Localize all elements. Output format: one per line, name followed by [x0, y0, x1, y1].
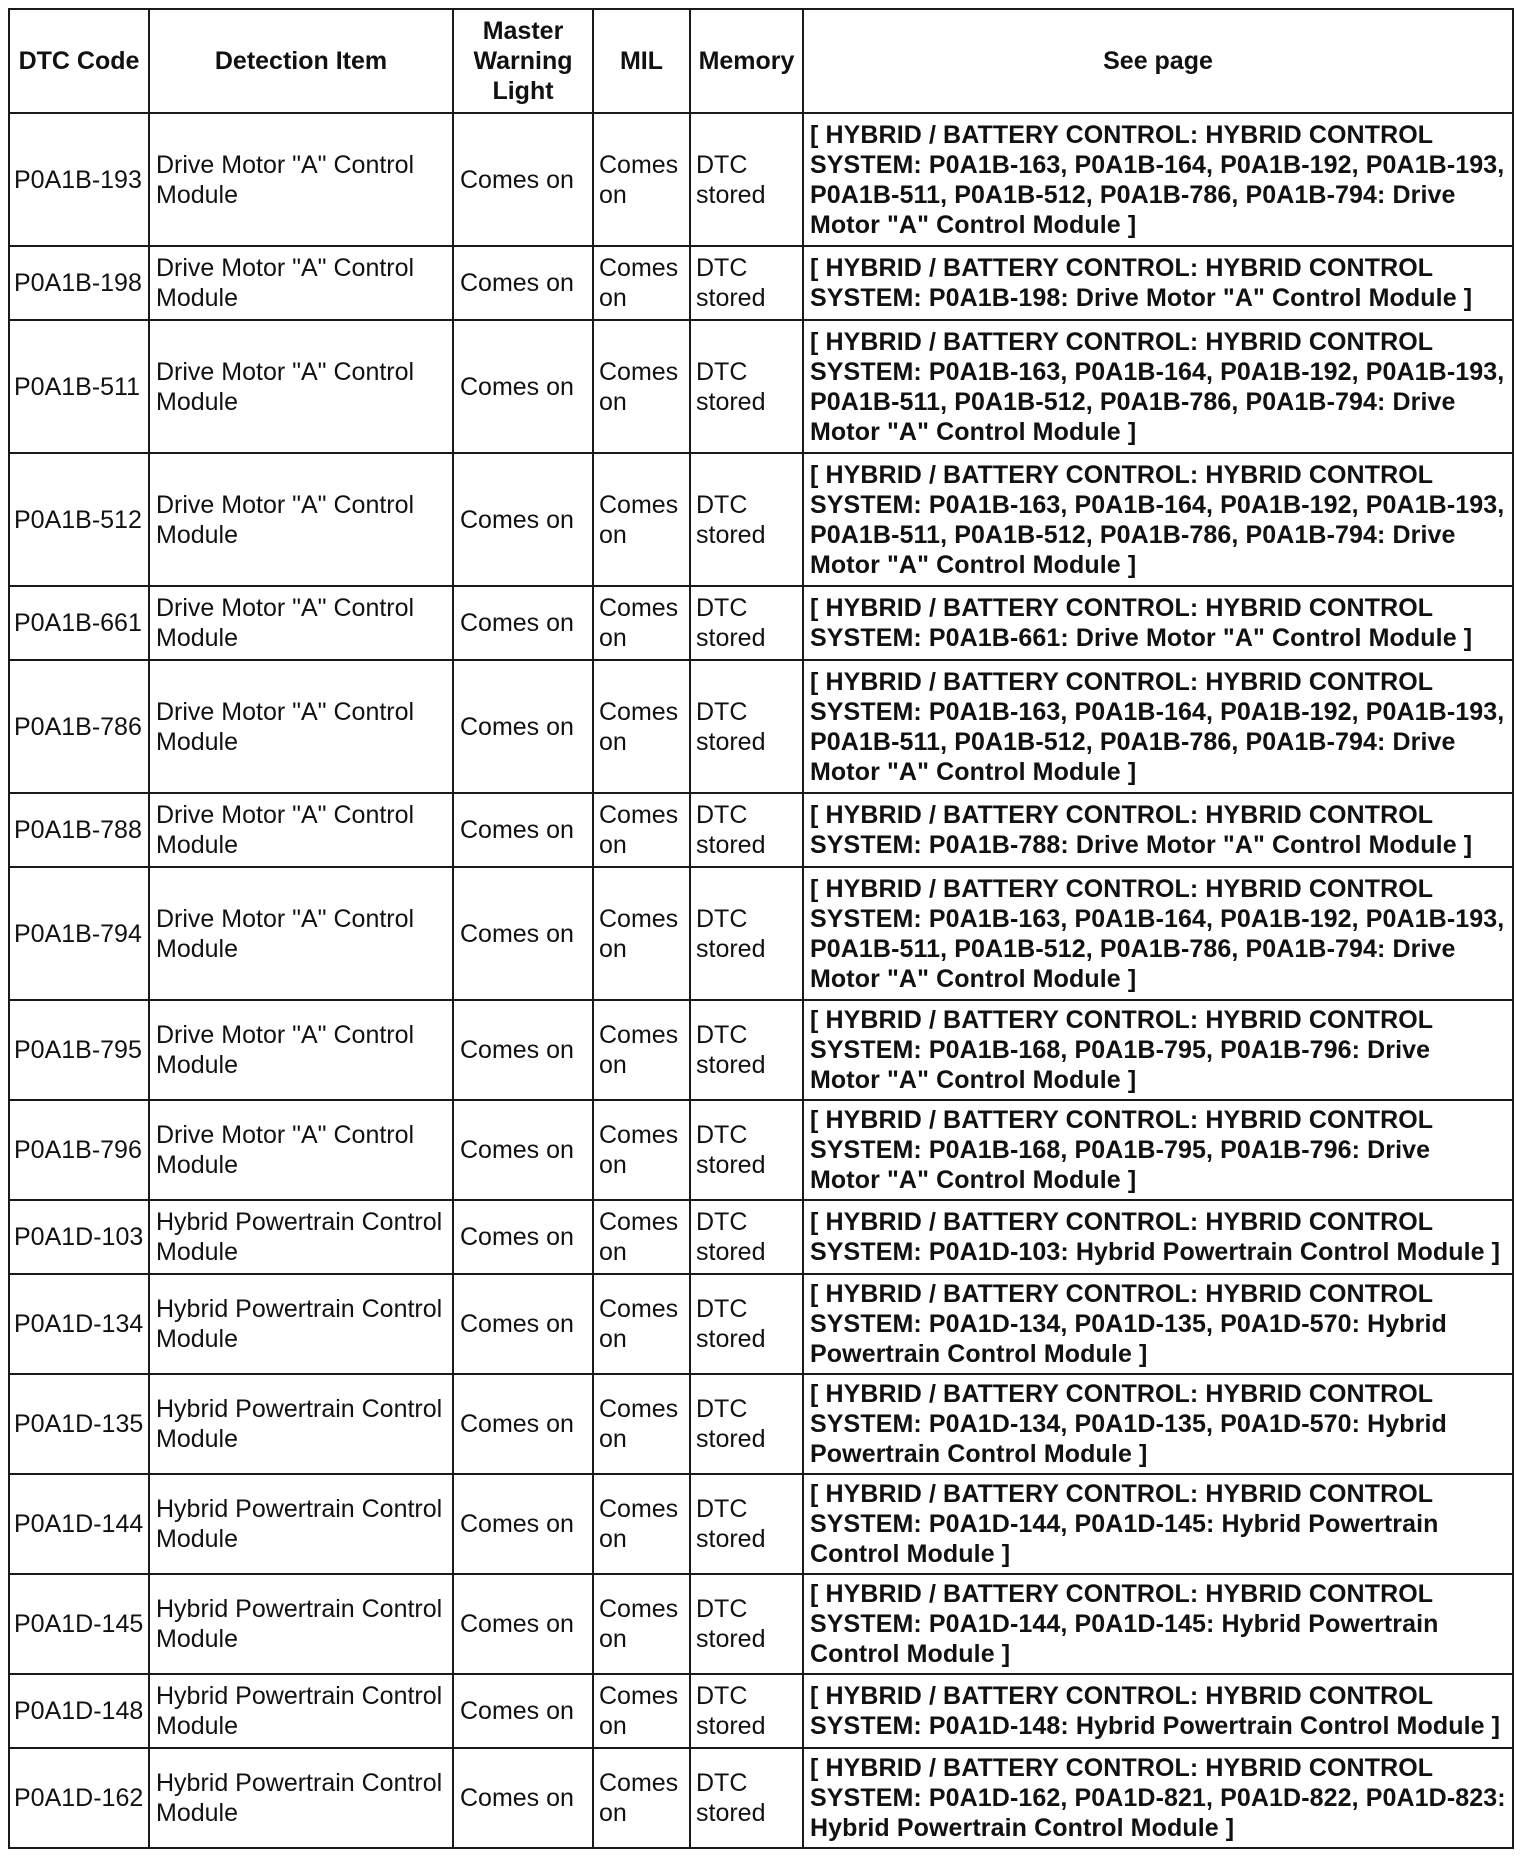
table-row: [9, 660, 1513, 793]
mil-cell: Comes on: [593, 586, 690, 660]
dtc-code-cell: P0A1B-795: [9, 1000, 149, 1100]
dtc-code-cell: P0A1D-135: [9, 1374, 149, 1474]
detection-item-cell: Hybrid Powertrain Control Module: [149, 1674, 453, 1748]
mil-cell: Comes on: [593, 1000, 690, 1100]
master-warning-light-cell: Comes on: [453, 1200, 593, 1274]
master-warning-light-cell: Comes on: [453, 867, 593, 1000]
memory-cell: DTC stored: [690, 867, 803, 1000]
master-warning-light-cell: Comes on: [453, 660, 593, 793]
mil-cell: Comes on: [593, 867, 690, 1000]
mil-cell: Comes on: [593, 1574, 690, 1674]
see-page-cell: [ HYBRID / BATTERY CONTROL: HYBRID CONTROL SYSTEM: P0A1D-148: Hybrid Powertrain Control Module ]: [803, 1674, 1513, 1748]
master-warning-light-cell: Comes on: [453, 586, 593, 660]
see-page-cell: [ HYBRID / BATTERY CONTROL: HYBRID CONTROL SYSTEM: P0A1D-134, P0A1D-135, P0A1D-570: Hybrid Powertrain Control Module ]: [803, 1274, 1513, 1374]
see-page-cell: [ HYBRID / BATTERY CONTROL: HYBRID CONTROL SYSTEM: P0A1D-144, P0A1D-145: Hybrid Powertrain Control Module ]: [803, 1574, 1513, 1674]
mil-cell: Comes on: [593, 246, 690, 320]
memory-cell: DTC stored: [690, 586, 803, 660]
see-page-cell: [ HYBRID / BATTERY CONTROL: HYBRID CONTROL SYSTEM: P0A1B-163, P0A1B-164, P0A1B-192, P0A1B-193, P0A1B-511, P0A1B-512, P0A1B-786, P0A1B-794: Drive Motor "A" Control Module ]: [803, 320, 1513, 453]
dtc-code-cell: P0A1B-661: [9, 586, 149, 660]
detection-item-cell: Hybrid Powertrain Control Module: [149, 1574, 453, 1674]
table-row: [9, 113, 1513, 246]
table-row: [9, 1000, 1513, 1100]
dtc-code-cell: P0A1B-512: [9, 453, 149, 586]
detection-item-cell: Hybrid Powertrain Control Module: [149, 1200, 453, 1274]
master-warning-light-cell: Comes on: [453, 1574, 593, 1674]
detection-item-cell: Hybrid Powertrain Control Module: [149, 1748, 453, 1848]
table-row: [9, 1474, 1513, 1574]
table-row: [9, 793, 1513, 867]
see-page-cell: [ HYBRID / BATTERY CONTROL: HYBRID CONTROL SYSTEM: P0A1B-163, P0A1B-164, P0A1B-192, P0A1B-193, P0A1B-511, P0A1B-512, P0A1B-786, P0A1B-794: Drive Motor "A" Control Module ]: [803, 660, 1513, 793]
master-warning-light-cell: Comes on: [453, 1274, 593, 1374]
dtc-code-cell: P0A1D-145: [9, 1574, 149, 1674]
see-page-cell: [ HYBRID / BATTERY CONTROL: HYBRID CONTROL SYSTEM: P0A1B-163, P0A1B-164, P0A1B-192, P0A1B-193, P0A1B-511, P0A1B-512, P0A1B-786, P0A1B-794: Drive Motor "A" Control Module ]: [803, 867, 1513, 1000]
memory-cell: DTC stored: [690, 113, 803, 246]
detection-item-cell: Hybrid Powertrain Control Module: [149, 1474, 453, 1574]
table-row: [9, 1100, 1513, 1200]
detection-item-cell: Drive Motor "A" Control Module: [149, 660, 453, 793]
memory-cell: DTC stored: [690, 1274, 803, 1374]
memory-cell: DTC stored: [690, 1200, 803, 1274]
master-warning-light-cell: Comes on: [453, 453, 593, 586]
dtc-code-cell: P0A1D-103: [9, 1200, 149, 1274]
mil-cell: Comes on: [593, 113, 690, 246]
see-page-cell: [ HYBRID / BATTERY CONTROL: HYBRID CONTROL SYSTEM: P0A1B-163, P0A1B-164, P0A1B-192, P0A1B-193, P0A1B-511, P0A1B-512, P0A1B-786, P0A1B-794: Drive Motor "A" Control Module ]: [803, 453, 1513, 586]
header-mil: MIL: [593, 9, 690, 113]
dtc-code-cell: P0A1B-786: [9, 660, 149, 793]
see-page-cell: [ HYBRID / BATTERY CONTROL: HYBRID CONTROL SYSTEM: P0A1B-661: Drive Motor "A" Control Module ]: [803, 586, 1513, 660]
mil-cell: Comes on: [593, 1748, 690, 1848]
mil-cell: Comes on: [593, 320, 690, 453]
mil-cell: Comes on: [593, 453, 690, 586]
header-master-warning-light: Master Warning Light: [453, 9, 593, 113]
see-page-cell: [ HYBRID / BATTERY CONTROL: HYBRID CONTROL SYSTEM: P0A1B-168, P0A1B-795, P0A1B-796: Drive Motor "A" Control Module ]: [803, 1000, 1513, 1100]
master-warning-light-cell: Comes on: [453, 1100, 593, 1200]
header-row: [9, 9, 1513, 113]
dtc-code-cell: P0A1B-511: [9, 320, 149, 453]
see-page-cell: [ HYBRID / BATTERY CONTROL: HYBRID CONTROL SYSTEM: P0A1B-198: Drive Motor "A" Control Module ]: [803, 246, 1513, 320]
master-warning-light-cell: Comes on: [453, 113, 593, 246]
see-page-cell: [ HYBRID / BATTERY CONTROL: HYBRID CONTROL SYSTEM: P0A1B-788: Drive Motor "A" Control Module ]: [803, 793, 1513, 867]
see-page-cell: [ HYBRID / BATTERY CONTROL: HYBRID CONTROL SYSTEM: P0A1D-103: Hybrid Powertrain Control Module ]: [803, 1200, 1513, 1274]
master-warning-light-cell: Comes on: [453, 1748, 593, 1848]
detection-item-cell: Drive Motor "A" Control Module: [149, 793, 453, 867]
mil-cell: Comes on: [593, 1374, 690, 1474]
master-warning-light-cell: Comes on: [453, 1674, 593, 1748]
master-warning-light-cell: Comes on: [453, 1374, 593, 1474]
detection-item-cell: Drive Motor "A" Control Module: [149, 1000, 453, 1100]
memory-cell: DTC stored: [690, 1474, 803, 1574]
master-warning-light-cell: Comes on: [453, 1000, 593, 1100]
see-page-cell: [ HYBRID / BATTERY CONTROL: HYBRID CONTROL SYSTEM: P0A1D-134, P0A1D-135, P0A1D-570: Hybrid Powertrain Control Module ]: [803, 1374, 1513, 1474]
memory-cell: DTC stored: [690, 453, 803, 586]
dtc-code-cell: P0A1D-144: [9, 1474, 149, 1574]
dtc-code-cell: P0A1D-162: [9, 1748, 149, 1848]
mil-cell: Comes on: [593, 1674, 690, 1748]
table-row: [9, 246, 1513, 320]
memory-cell: DTC stored: [690, 793, 803, 867]
detection-item-cell: Drive Motor "A" Control Module: [149, 246, 453, 320]
table-row: [9, 1374, 1513, 1474]
memory-cell: DTC stored: [690, 660, 803, 793]
detection-item-cell: Hybrid Powertrain Control Module: [149, 1274, 453, 1374]
dtc-code-cell: P0A1B-788: [9, 793, 149, 867]
dtc-code-cell: P0A1D-134: [9, 1274, 149, 1374]
table-row: [9, 1574, 1513, 1674]
master-warning-light-cell: Comes on: [453, 1474, 593, 1574]
detection-item-cell: Drive Motor "A" Control Module: [149, 1100, 453, 1200]
memory-cell: DTC stored: [690, 246, 803, 320]
table-row: [9, 867, 1513, 1000]
memory-cell: DTC stored: [690, 1000, 803, 1100]
table-row: [9, 1274, 1513, 1374]
header-detection-item: Detection Item: [149, 9, 453, 113]
memory-cell: DTC stored: [690, 320, 803, 453]
table-row: [9, 1748, 1513, 1848]
master-warning-light-cell: Comes on: [453, 246, 593, 320]
dtc-code-cell: P0A1B-796: [9, 1100, 149, 1200]
master-warning-light-cell: Comes on: [453, 793, 593, 867]
dtc-code-cell: P0A1B-198: [9, 246, 149, 320]
memory-cell: DTC stored: [690, 1674, 803, 1748]
memory-cell: DTC stored: [690, 1574, 803, 1674]
mil-cell: Comes on: [593, 1474, 690, 1574]
detection-item-cell: Drive Motor "A" Control Module: [149, 586, 453, 660]
see-page-cell: [ HYBRID / BATTERY CONTROL: HYBRID CONTROL SYSTEM: P0A1D-162, P0A1D-821, P0A1D-822, P0A1D-823: Hybrid Powertrain Control Module ]: [803, 1748, 1513, 1848]
dtc-code-cell: P0A1D-148: [9, 1674, 149, 1748]
mil-cell: Comes on: [593, 793, 690, 867]
dtc-code-cell: P0A1B-193: [9, 113, 149, 246]
master-warning-light-cell: Comes on: [453, 320, 593, 453]
detection-item-cell: Drive Motor "A" Control Module: [149, 113, 453, 246]
table-row: [9, 453, 1513, 586]
mil-cell: Comes on: [593, 1100, 690, 1200]
see-page-cell: [ HYBRID / BATTERY CONTROL: HYBRID CONTROL SYSTEM: P0A1B-163, P0A1B-164, P0A1B-192, P0A1B-193, P0A1B-511, P0A1B-512, P0A1B-786, P0A1B-794: Drive Motor "A" Control Module ]: [803, 113, 1513, 246]
memory-cell: DTC stored: [690, 1100, 803, 1200]
detection-item-cell: Hybrid Powertrain Control Module: [149, 1374, 453, 1474]
mil-cell: Comes on: [593, 1200, 690, 1274]
see-page-cell: [ HYBRID / BATTERY CONTROL: HYBRID CONTROL SYSTEM: P0A1D-144, P0A1D-145: Hybrid Powertrain Control Module ]: [803, 1474, 1513, 1574]
mil-cell: Comes on: [593, 660, 690, 793]
detection-item-cell: Drive Motor "A" Control Module: [149, 320, 453, 453]
see-page-cell: [ HYBRID / BATTERY CONTROL: HYBRID CONTROL SYSTEM: P0A1B-168, P0A1B-795, P0A1B-796: Drive Motor "A" Control Module ]: [803, 1100, 1513, 1200]
detection-item-cell: Drive Motor "A" Control Module: [149, 867, 453, 1000]
header-memory: Memory: [690, 9, 803, 113]
table-row: [9, 320, 1513, 453]
table-row: [9, 1674, 1513, 1748]
memory-cell: DTC stored: [690, 1374, 803, 1474]
dtc-table: [8, 8, 1514, 1849]
table-row: [9, 1200, 1513, 1274]
mil-cell: Comes on: [593, 1274, 690, 1374]
header-see-page: See page: [803, 9, 1513, 113]
table-row: [9, 586, 1513, 660]
header-dtc-code: DTC Code: [9, 9, 149, 113]
table-body: [9, 113, 1513, 1848]
dtc-code-cell: P0A1B-794: [9, 867, 149, 1000]
detection-item-cell: Drive Motor "A" Control Module: [149, 453, 453, 586]
memory-cell: DTC stored: [690, 1748, 803, 1848]
